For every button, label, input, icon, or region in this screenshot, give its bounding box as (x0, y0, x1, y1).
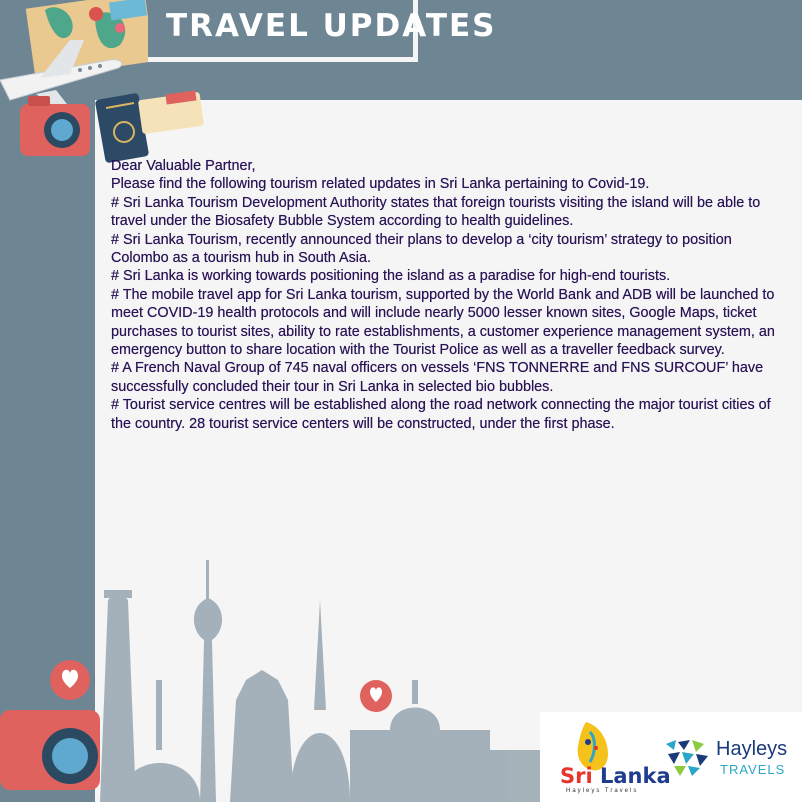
update-item: # The mobile travel app for Sri Lanka tourism, supported by the World Bank and ADB will be launched to meet COVID-19 health protocols and will include nearly 5000 lesser known sites, Google Maps, ticket purchases to tourist sites, ability to rate establishments, a customer experience management system, an emergency button to share location with the Tourist Police as well as a traveller feedback survey. (111, 286, 775, 359)
update-item: # Sri Lanka Tourism Development Authority states that foreign tourists visiting the island will be able to travel under the Biosafety Bubble System according to health guidelines. (111, 194, 761, 230)
letter-body (111, 157, 791, 433)
hayleys-logo-name: Hayleys (716, 738, 788, 760)
title-banner (148, 0, 497, 62)
update-item: # Tourist service centres will be established along the road network connecting the major tourist cities of the country. 28 tourist service centers will be constructed, under the first phase. (111, 397, 771, 432)
sri-lanka-logo-subtitle: Hayleys Travels (566, 788, 639, 794)
update-item: # Sri Lanka is working towards positioning the island as a paradise for high-end tourists. (111, 268, 671, 285)
camera-icon (20, 96, 90, 156)
sri-lanka-logo-text: Sri Lanka (560, 764, 671, 788)
partner-logos (540, 712, 802, 802)
camera-icon (0, 710, 100, 790)
intro-text: Please find the following tourism related updates in Sri Lanka pertaining to Covid-19. (111, 176, 650, 193)
update-item: # Sri Lanka Tourism, recently announced their plans to develop a ‘city tourism’ strategy to position Colombo as a tourism hub in South Asia. (111, 231, 732, 267)
update-item: # A French Naval Group of 745 naval officers on vessels ‘FNS TONNERRE and FNS SURCOUF’ have successfully concluded their tour in Sri Lanka in selected bio bubbles. (111, 360, 764, 395)
heart-pin-icon (360, 680, 392, 712)
hayleys-logo-icon (664, 738, 710, 778)
heart-pin-icon (50, 660, 90, 700)
hayleys-logo-travels: TRAVELS (720, 762, 786, 777)
greeting: Dear Valuable Partner, (111, 158, 256, 174)
page-title: TRAVEL UPDATES (166, 8, 497, 44)
ticket-icon (138, 90, 204, 134)
